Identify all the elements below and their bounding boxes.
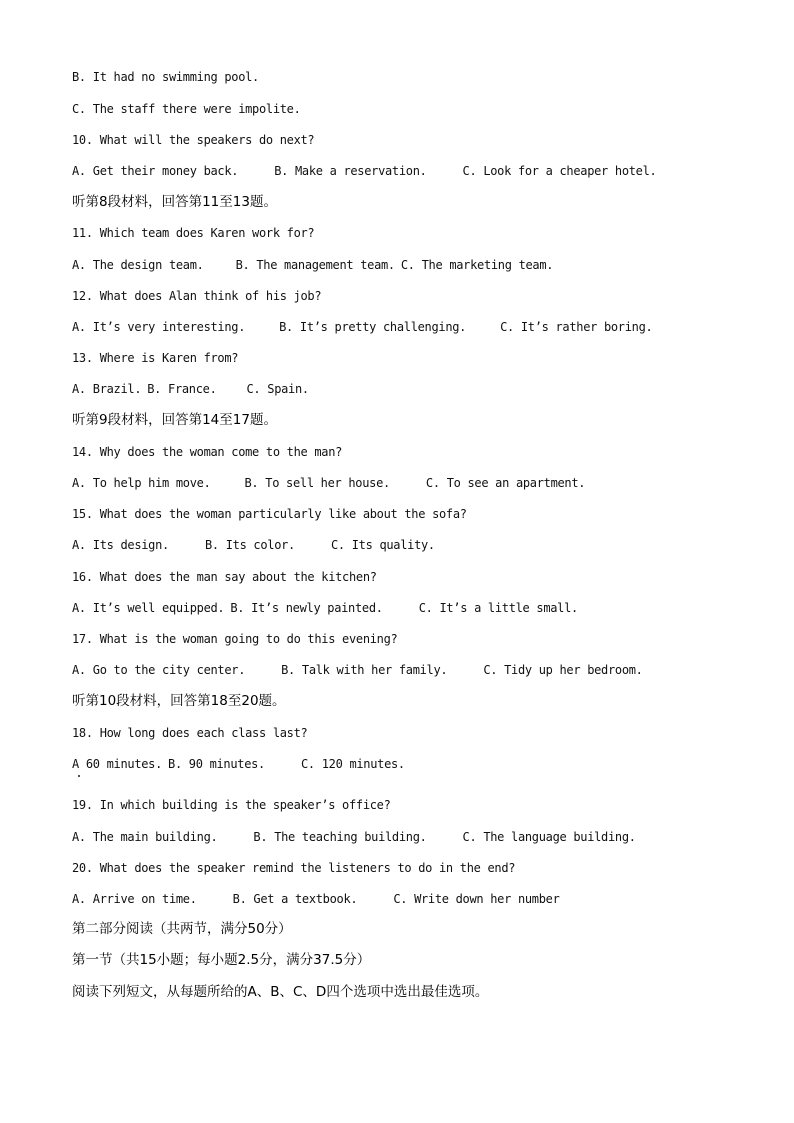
question-19: 19. In which building is the speaker’s office? [72,798,391,812]
option-a: A. To help him move. [72,476,211,490]
options-11 [72,257,553,273]
option-a: A. It’s well equipped. [72,601,225,615]
option-c: C. It’s rather boring. [500,320,653,334]
question-14: 14. Why does the woman come to the man? [72,445,343,459]
question-13: 13. Where is Karen from? [72,351,239,365]
option-a: A. Its design. [72,538,169,552]
option-b: B. It’s newly painted. [230,601,383,615]
option-c: C. 120 minutes. [300,757,405,771]
section-instruction-8: 听第8段材料，回答第11至13题。 [72,194,277,210]
options-10 [72,163,656,179]
options-19 [72,829,636,845]
option-c: C. Tidy up her bedroom. [483,663,643,677]
question-12: 12. What does Alan think of his job? [72,289,322,303]
options-13 [72,381,309,397]
option-c: C. The language building. [462,830,636,844]
option-a: A. Brazil. [72,382,142,396]
options-16 [72,600,578,616]
question-15: 15. What does the woman particularly like about the sofa? [72,507,467,521]
option-a: A. Go to the city center. [72,663,246,677]
section-instruction-10: 听第10段材料，回答第18至20题。 [72,693,286,709]
option-b: B. It’s pretty challenging. [279,320,467,334]
options-20 [72,891,560,907]
option-b: B. 90 minutes. [168,757,265,771]
reading-instruction: 阅读下列短文，从每题所给的A、B、C、D四个选项中选出最佳选项。 [72,984,489,1000]
option-b: B. Make a reservation. [274,164,427,178]
option-9b: B. It had no swimming pool. [72,70,259,84]
option-c: C. Spain. [246,382,309,396]
option-a: A. Arrive on time. [72,892,197,906]
option-b: B. Its color. [204,538,295,552]
option-a: A. The main building. [72,830,218,844]
options-12 [72,319,652,335]
option-b: B. The management team. [235,258,395,272]
option-c: C. The marketing team. [400,258,554,272]
question-18: 18. How long does each class last? [72,726,308,740]
section-one-heading: 第一节（共15小题；每小题2.5分，满分37.5分） [72,952,371,968]
option-c: C. It’s a little small. [418,601,578,615]
question-16: 16. What does the man say about the kitchen? [72,570,377,584]
question-10: 10. What will the speakers do next? [72,133,315,147]
option-a: A. The design team. [72,258,204,272]
options-17 [72,662,643,678]
options-14 [72,475,585,491]
option-9c: C. The staff there were impolite. [72,102,301,116]
option-c: C. Write down her number [393,892,560,906]
option-a: A. It’s very interesting. [72,320,246,334]
part-two-heading: 第二部分阅读（共两节，满分50分） [72,921,292,937]
option-a: A 60 minutes. [72,757,163,771]
option-b: B. Talk with her family. [281,663,448,677]
option-b: B. To sell her house. [244,476,390,490]
option-c: C. Look for a cheaper hotel. [462,164,657,178]
section-instruction-9: 听第9段材料，回答第14至17题。 [72,412,277,428]
question-11: 11. Which team does Karen work for? [72,226,315,240]
option-b: B. France. [147,382,217,396]
option-c: C. Its quality. [330,538,435,552]
stray-mark [78,775,80,777]
options-15 [72,537,435,553]
question-17: 17. What is the woman going to do this evening? [72,632,398,646]
option-a: A. Get their money back. [72,164,239,178]
option-b: B. Get a textbook. [232,892,358,906]
option-c: C. To see an apartment. [425,476,586,490]
option-b: B. The teaching building. [253,830,427,844]
options-18 [72,756,405,772]
question-20: 20. What does the speaker remind the listeners to do in the end? [72,861,516,875]
